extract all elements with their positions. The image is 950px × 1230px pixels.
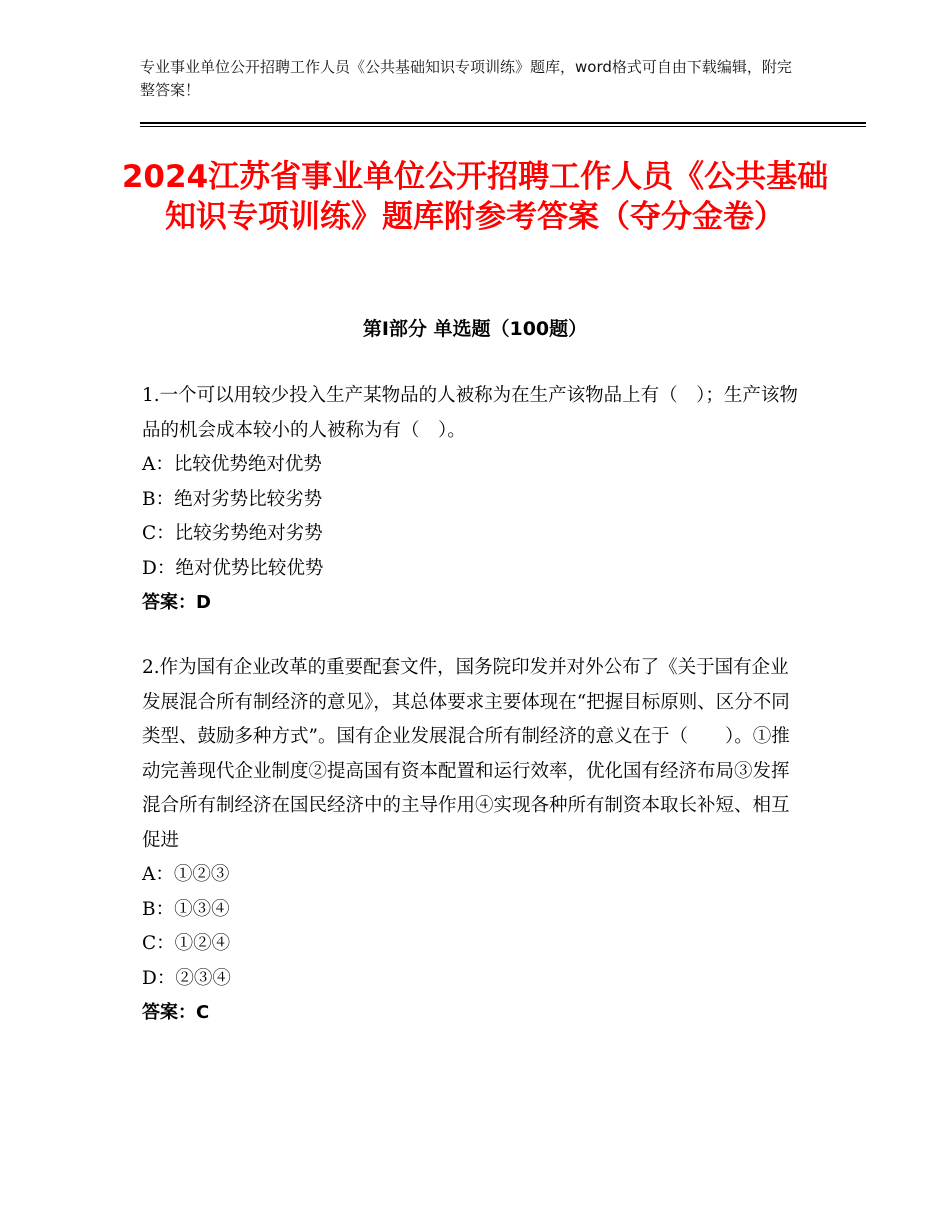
option-d: D：②③④ [142,967,231,989]
question-2 [142,651,802,1031]
question-1 [142,379,802,621]
option-b: B：①③④ [142,898,230,920]
option-c: C：比较劣势绝对劣势 [142,523,323,544]
answer-label: 答案：C [142,1002,210,1023]
answer-label: 答案：D [142,592,211,613]
header-divider-thin [140,126,866,127]
option-a: A：①②③ [142,864,230,885]
option-b: B：绝对劣势比较劣势 [142,488,323,510]
section-heading: 第Ⅰ部分 单选题（100题） [362,318,588,340]
question-stem: 1.一个可以用较少投入生产某物品的人被称为在生产该物品上有（ ）；生产该物品的机会成本较小的人被称为有（ ）。 [142,385,798,441]
option-a: A：比较优势绝对优势 [142,454,322,475]
option-c: C：①②④ [142,933,231,954]
option-d: D：绝对优势比较优势 [142,557,324,579]
question-stem: 2.作为国有企业改革的重要配套文件，国务院印发并对外公布了《关于国有企业发展混合所有制经济的意见》，其总体要求主要体现在“把握目标原则、区分不同类型、鼓励多种方式”。国有企业发展混合所有制经济的意义在于（ ）。①推动完善现代企业制度②提高国有资本配置和运行效率，优化国有经济布局③发挥混合所有制经济在国民经济中的主导作用④实现各种所有制资本取长补短、相互促进 [142,657,790,851]
header-divider-thick [140,122,866,124]
document-title: 2024江苏省事业单位公开招聘工作人员《公共基础知识专项训练》题库附参考答案（夺分金卷） [121,159,829,235]
header-note: 专业事业单位公开招聘工作人员《公共基础知识专项训练》题库，word格式可自由下载编辑，附完整答案！ [140,58,792,99]
